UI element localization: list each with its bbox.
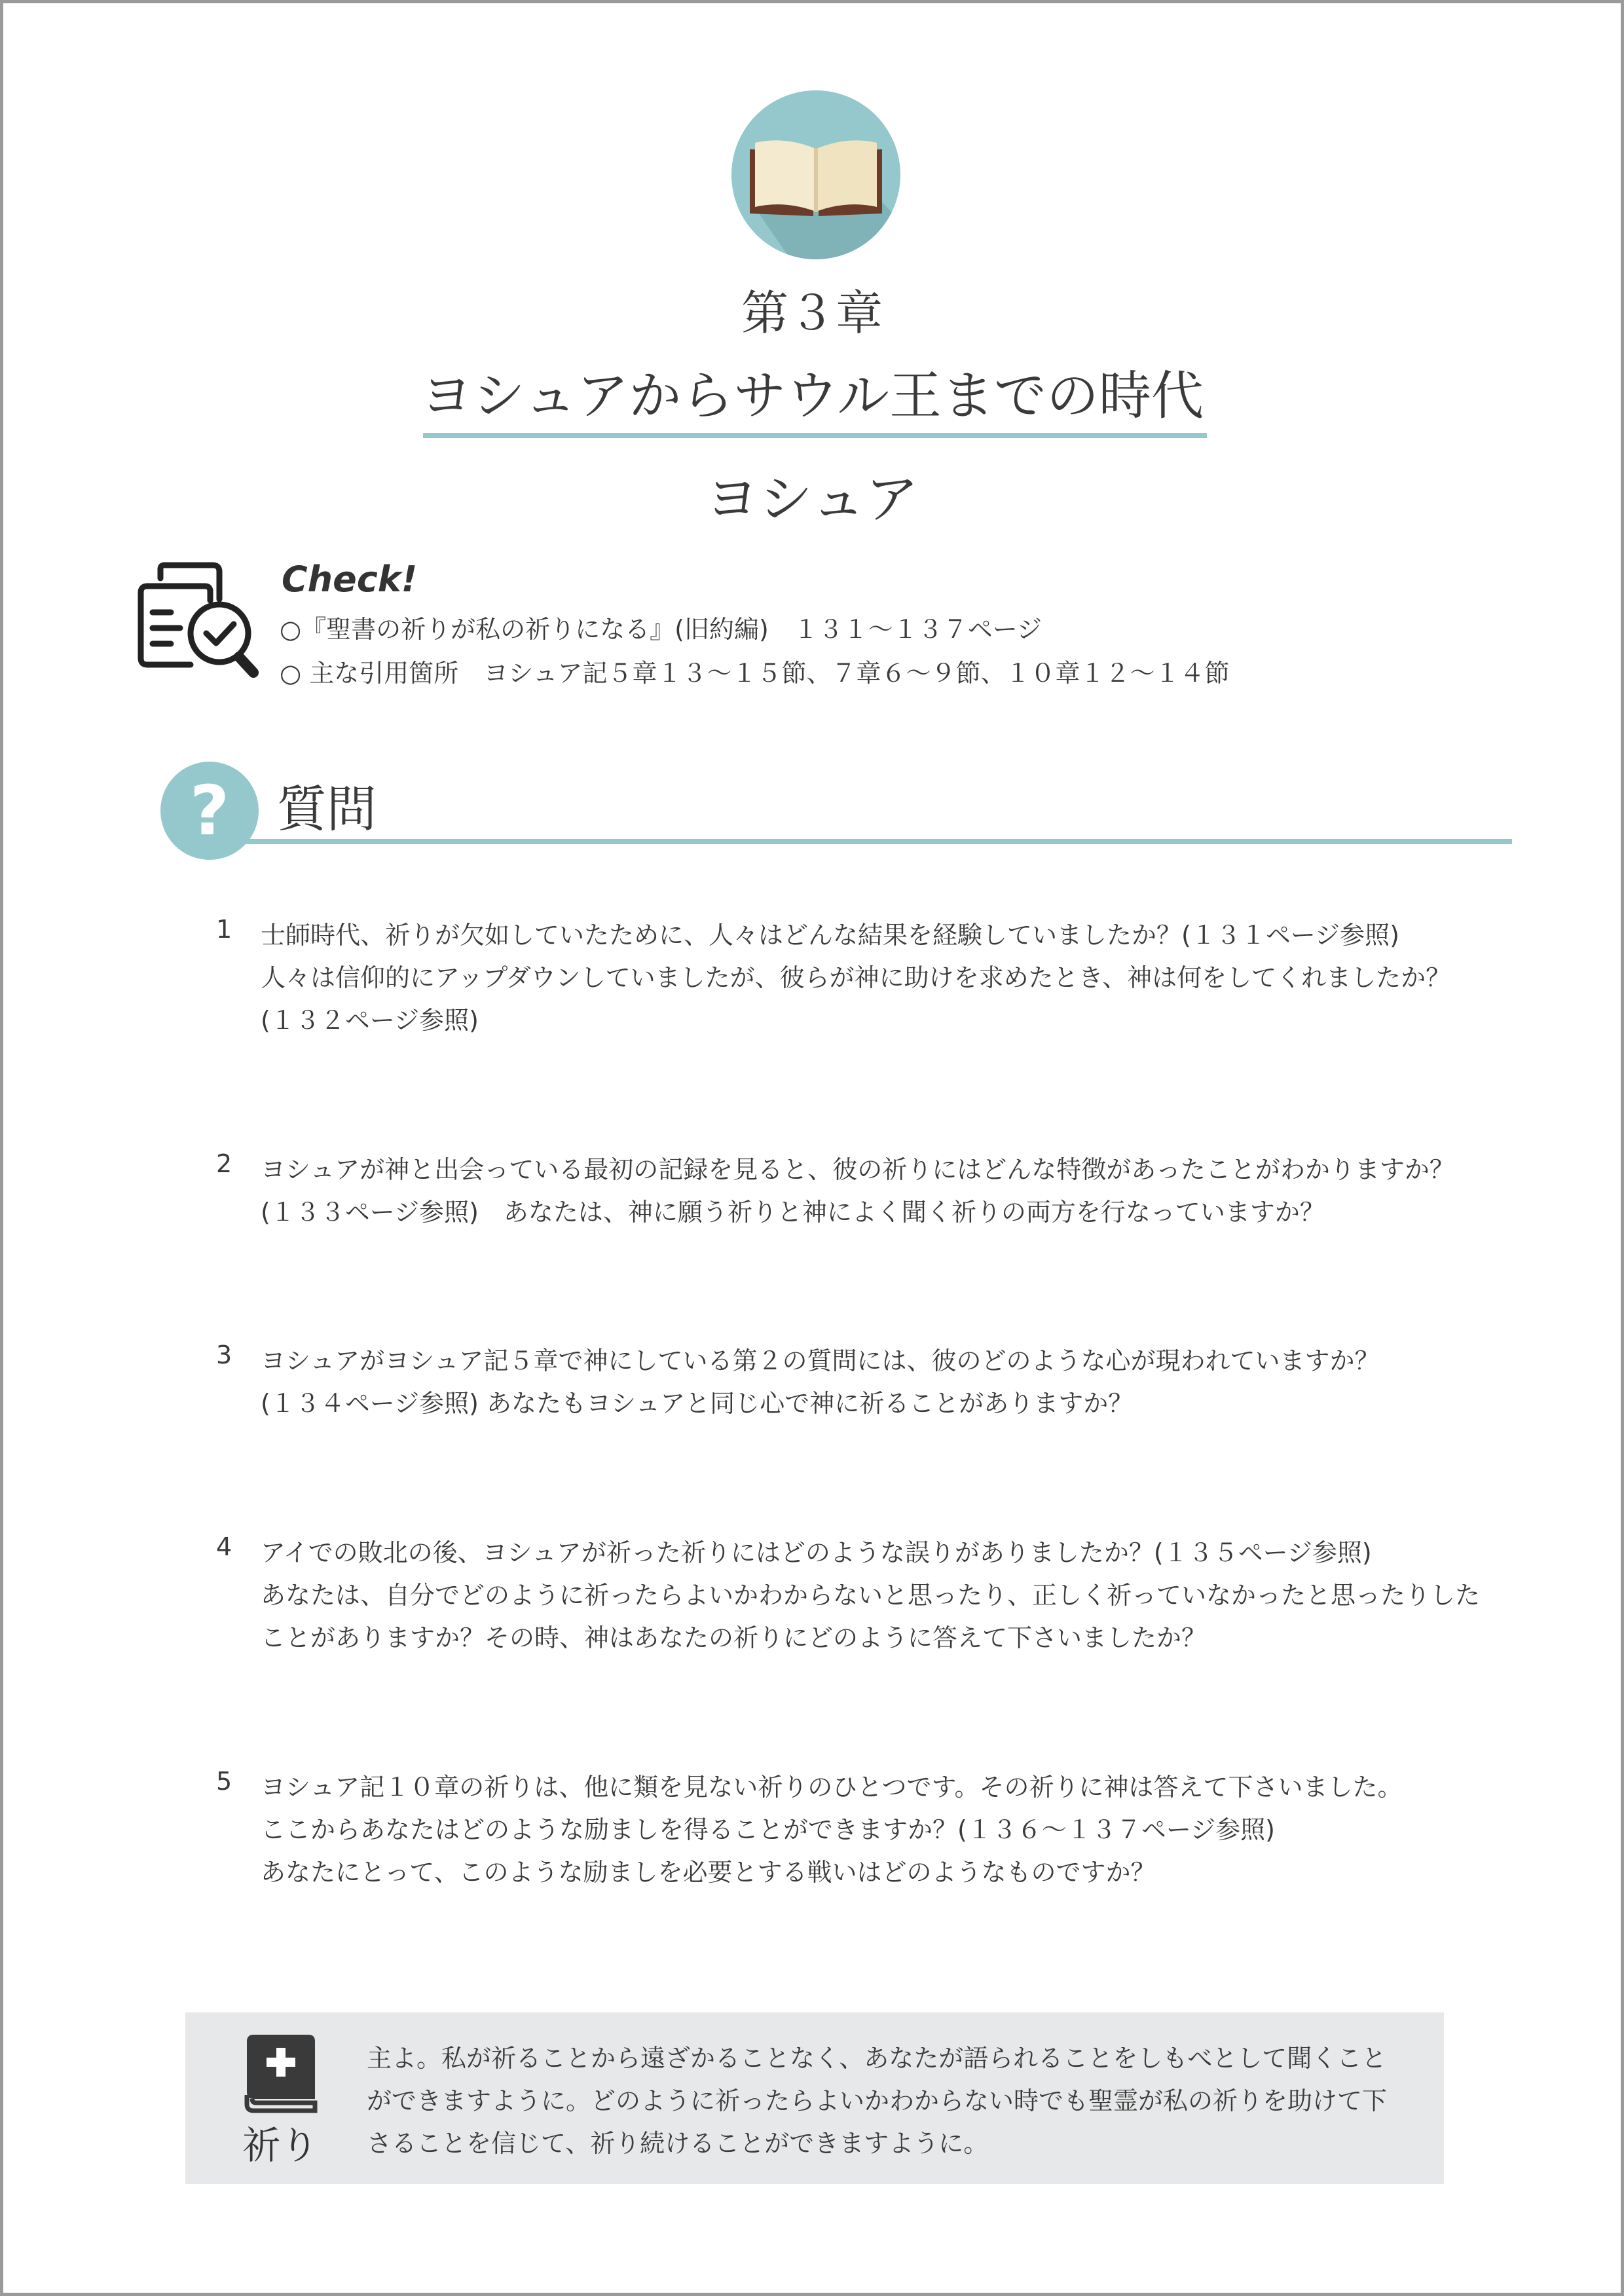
question-line: ヨシュアが神と出会っている最初の記録を見ると、彼の祈りにはどんな特徴があったことがわかりますか？ [261, 1155, 1454, 1184]
question-number: 2 [216, 1149, 232, 1178]
check-heading: Check! [282, 559, 418, 600]
question-number: 3 [216, 1341, 232, 1369]
title-divider [423, 433, 1207, 438]
prayer-label: 祈り [242, 2123, 319, 2168]
question-line: あなたは、自分でどのように祈ったらよいかわからないと思ったり、正しく祈っていなかったと思ったりした [261, 1581, 1481, 1610]
chapter-subtitle: ヨシュア [705, 468, 919, 530]
prayer-text-line: 主よ。私が祈ることから遠ざかることなく、あなたが語られることをしもべとして聞くこと [367, 2044, 1387, 2073]
bible-cross-icon [244, 2032, 318, 2113]
open-book-icon [731, 90, 900, 259]
question-line: 人々は信仰的にアップダウンしていましたが、彼らが神に助けを求めたとき、神は何をしてくれましたか？ [261, 963, 1451, 992]
prayer-text-line: さることを信じて、祈り続けることができますように。 [367, 2129, 989, 2158]
question-line: アイでの敗北の後、ヨシュアが祈った祈りにはどのような誤りがありましたか？(１３５ページ参照) [261, 1538, 1372, 1567]
question-line: ことがありますか？その時、神はあなたの祈りにどのように答えて下さいましたか？ [261, 1623, 1207, 1652]
section-divider [239, 839, 1512, 844]
check-reference-book: ○『聖書の祈りが私の祈りになる』(旧約編) １３１〜１３７ページ [280, 615, 1043, 644]
question-number: 5 [216, 1767, 232, 1796]
question-number: 4 [216, 1532, 232, 1561]
clipboard-magnifier-check-icon [134, 560, 265, 684]
check-reference-passages: ○ 主な引用箇所 ヨシュア記５章１３〜１５節、７章６〜９節、１０章１２〜１４節 [280, 659, 1230, 688]
question-line: (１３２ページ参照) [261, 1006, 479, 1035]
question-line: ヨシュア記１０章の祈りは、他に類を見ない祈りのひとつです。その祈りに神は答えて下さいました。 [261, 1773, 1403, 1802]
section-title: 質問 [277, 780, 377, 838]
question-line: ヨシュアがヨシュア記５章で神にしている第２の質問には、彼のどのような心が現われていますか？ [261, 1346, 1380, 1375]
chapter-number: 第３章 [741, 286, 883, 341]
chapter-title: ヨシュアからサウル王までの時代 [420, 365, 1204, 426]
question-line: (１３３ページ参照) あなたは、神に願う祈りと神によく聞く祈りの両方を行なっていますか？ [261, 1198, 1325, 1227]
question-line: 士師時代、祈りが欠如していたために、人々はどんな結果を経験していましたか？(１３１ページ参照) [261, 921, 1399, 950]
prayer-text-line: ができますように。どのように祈ったらよいかわからない時でも聖霊が私の祈りを助けて下 [367, 2086, 1388, 2115]
question-line: (１３４ページ参照) あなたもヨシュアと同じ心で神に祈ることがありますか？ [261, 1389, 1134, 1418]
question-number: 1 [216, 915, 232, 944]
question-line: ここからあなたはどのような励ましを得ることができますか？(１３６〜１３７ページ参照) [261, 1815, 1275, 1844]
question-line: あなたにとって、このような励ましを必要とする戦いはどのようなものですか？ [261, 1858, 1156, 1887]
question-mark-icon: ? [160, 762, 259, 860]
